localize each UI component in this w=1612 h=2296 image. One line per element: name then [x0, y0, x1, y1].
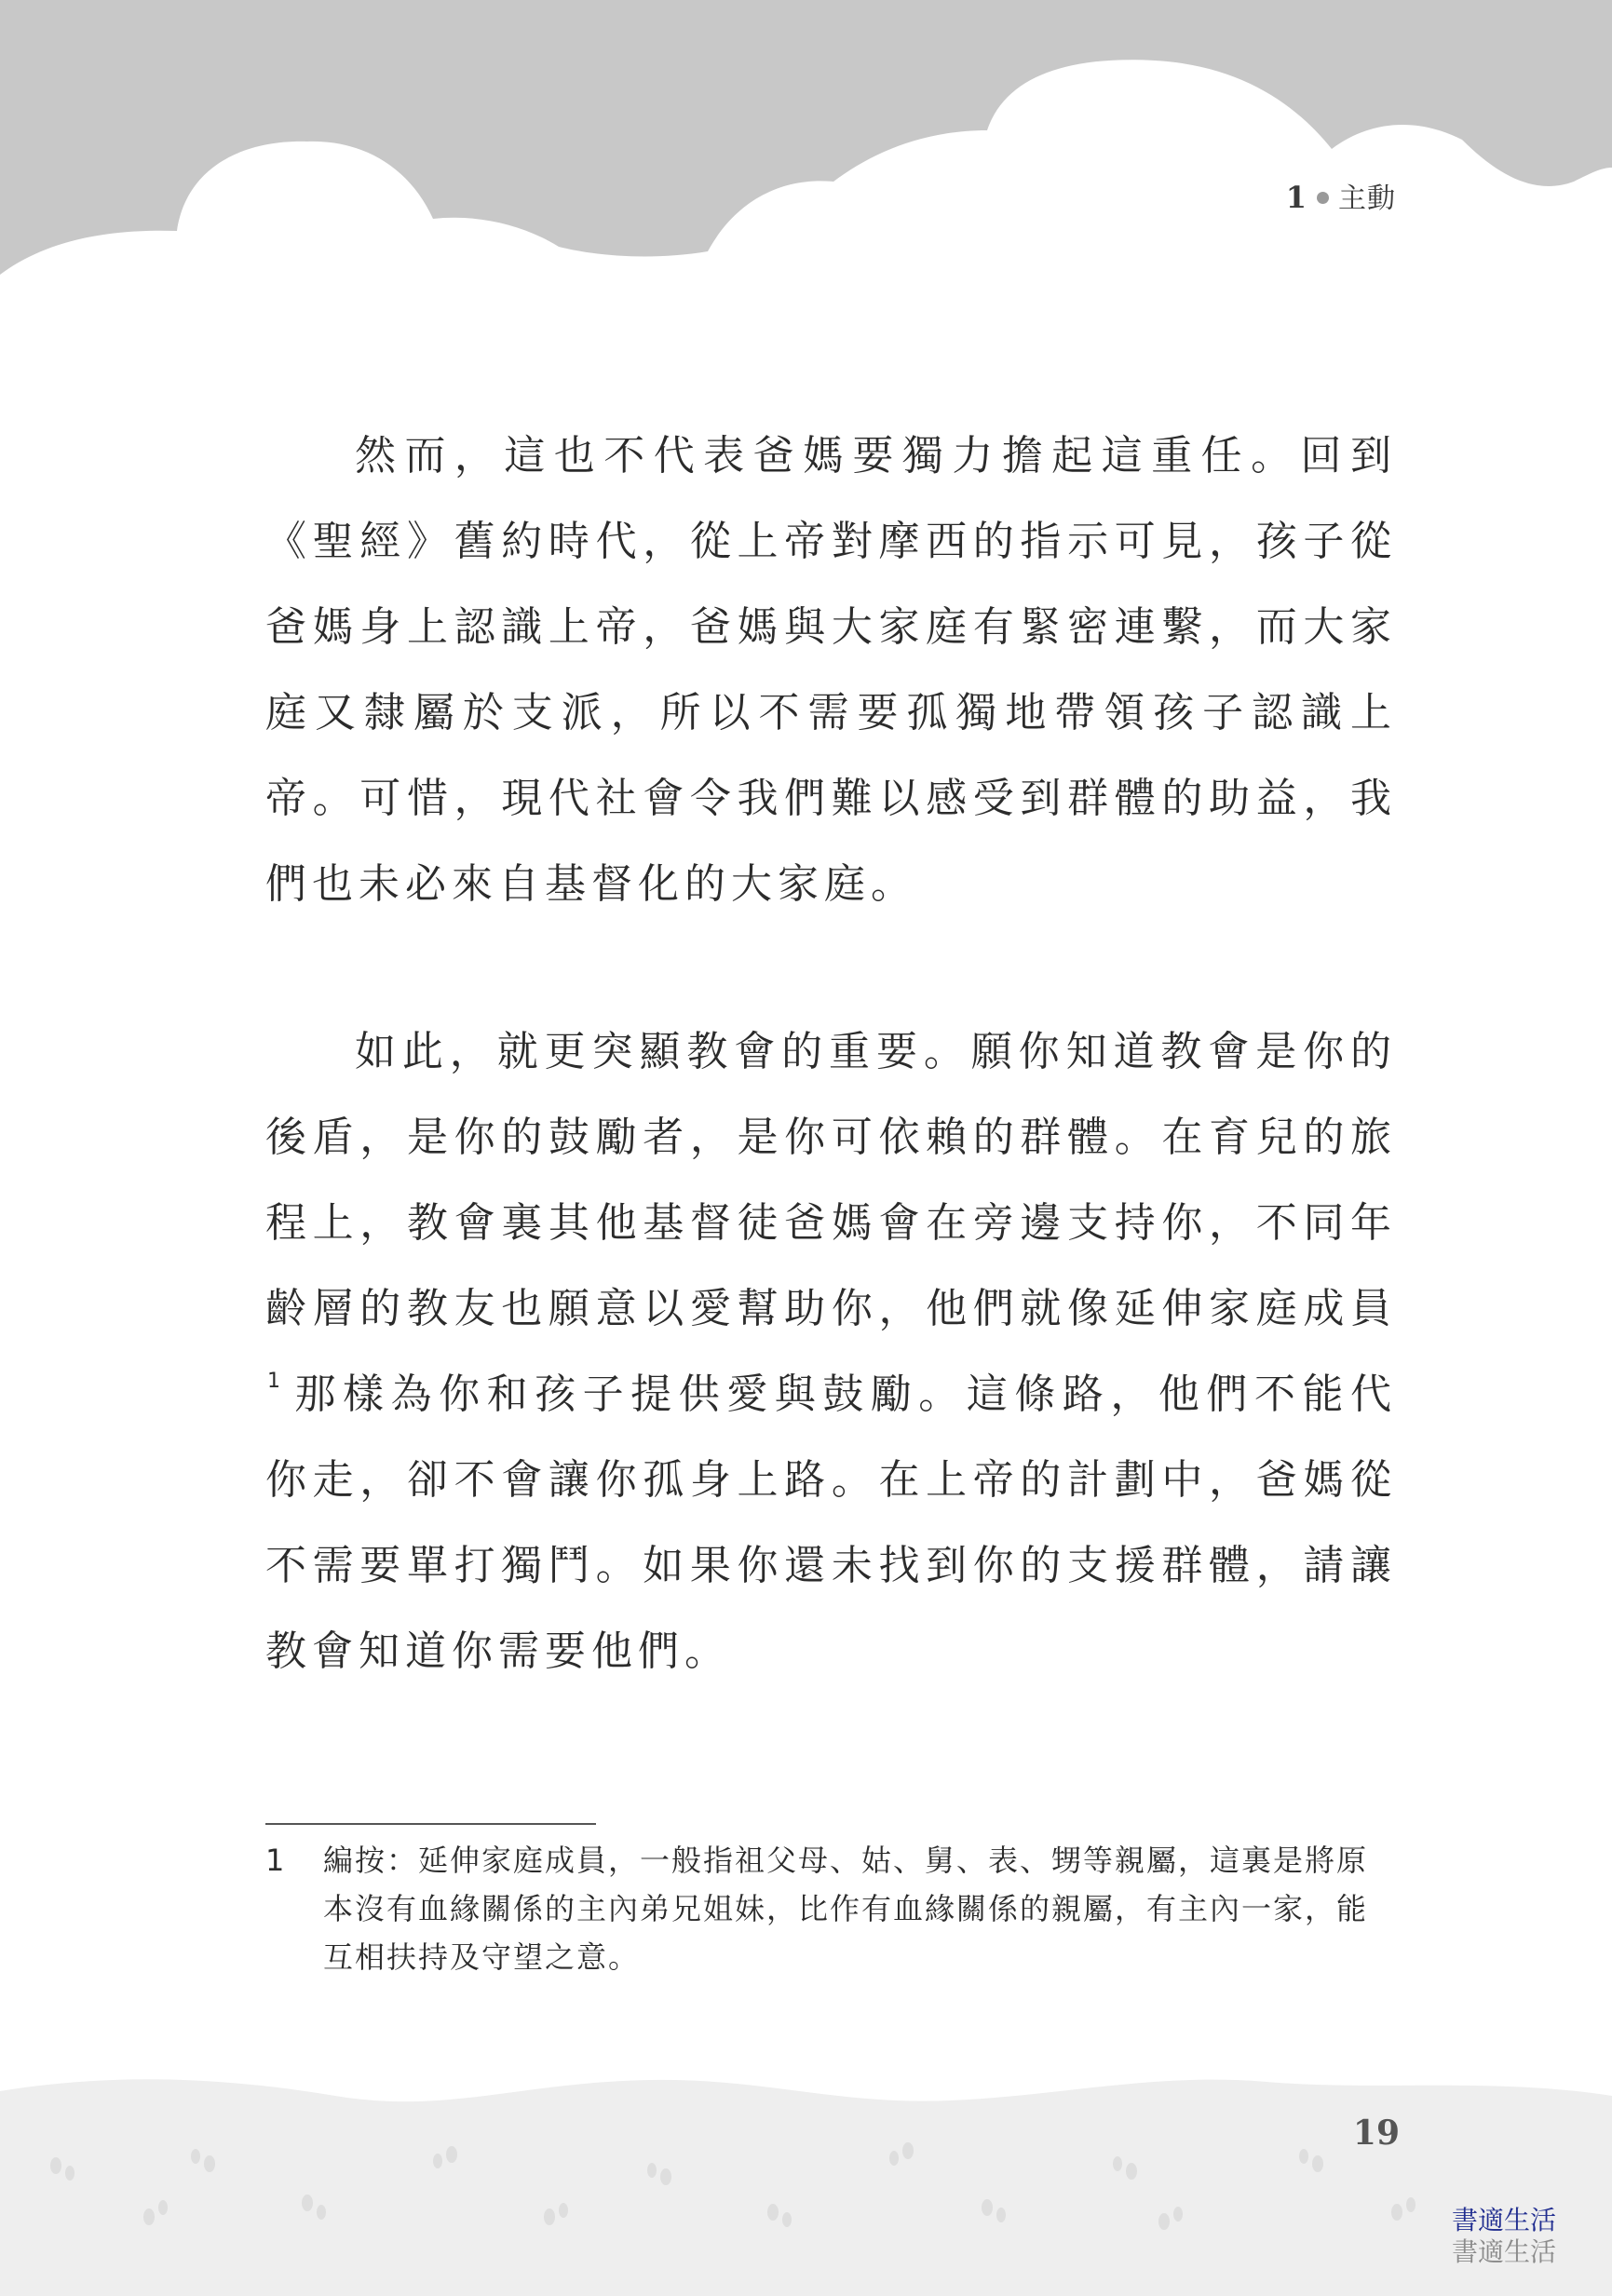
- footnote-reference[interactable]: 1: [267, 1370, 280, 1393]
- running-head: [1286, 175, 1396, 216]
- footnote-divider: [265, 1823, 596, 1825]
- footnote-text: 編按：延伸家庭成員，一般指祖父母、姑、舅、表、甥等親屬，這裏是將原本沒有血緣關係的主內弟兄姐妹，比作有血緣關係的親屬，有主內一家，能互相扶持及守望之意。: [323, 1843, 1369, 1975]
- paragraph-text: 如此，就更突顯教會的重要。願你知道教會是你的後盾，是你的鼓勵者，是你可依賴的群體。在育兒的旅程上，教會裏其他基督徒爸媽會在旁邊支持你，不同年齡層的教友也願意以愛幫助你，他們就像延伸家庭成員: [265, 1028, 1397, 1332]
- footnote-number: 1: [265, 1843, 287, 1878]
- watermark-line: 書適生活: [1451, 2205, 1556, 2235]
- chapter-title: 主動: [1338, 182, 1396, 215]
- chapter-number: 1: [1285, 180, 1307, 215]
- watermark: [1435, 2205, 1556, 2268]
- cloud-header-art: [0, 0, 1612, 307]
- page-number: 19: [1352, 2114, 1400, 2153]
- paragraph-text: 那樣為你和孩子提供愛與鼓勵。這條路，他們不能代你走，卻不會讓你孤身上路。在上帝的計劃中，爸媽從不需要單打獨鬥。如果你還未找到你的支援群體，請讓教會知道你需要他們。: [265, 1371, 1397, 1675]
- bullet-dot-icon: [1317, 192, 1329, 204]
- body-paragraph: 然而，這也不代表爸媽要獨力擔起這重任。回到《聖經》舊約時代，從上帝對摩西的指示可見，孩子從爸媽身上認識上帝，爸媽與大家庭有緊密連繫，而大家庭又隸屬於支派，所以不需要孤獨地帶領孩子認識上帝。可惜，現代社會令我們難以感受到群體的助益，我們也未必來自基督化的大家庭。: [265, 432, 1397, 908]
- body-paragraph: [265, 1009, 1397, 1695]
- footnote: [265, 1836, 1397, 1981]
- ground-footer-art: [0, 2054, 1612, 2296]
- watermark-line: 書適生活: [1451, 2236, 1556, 2267]
